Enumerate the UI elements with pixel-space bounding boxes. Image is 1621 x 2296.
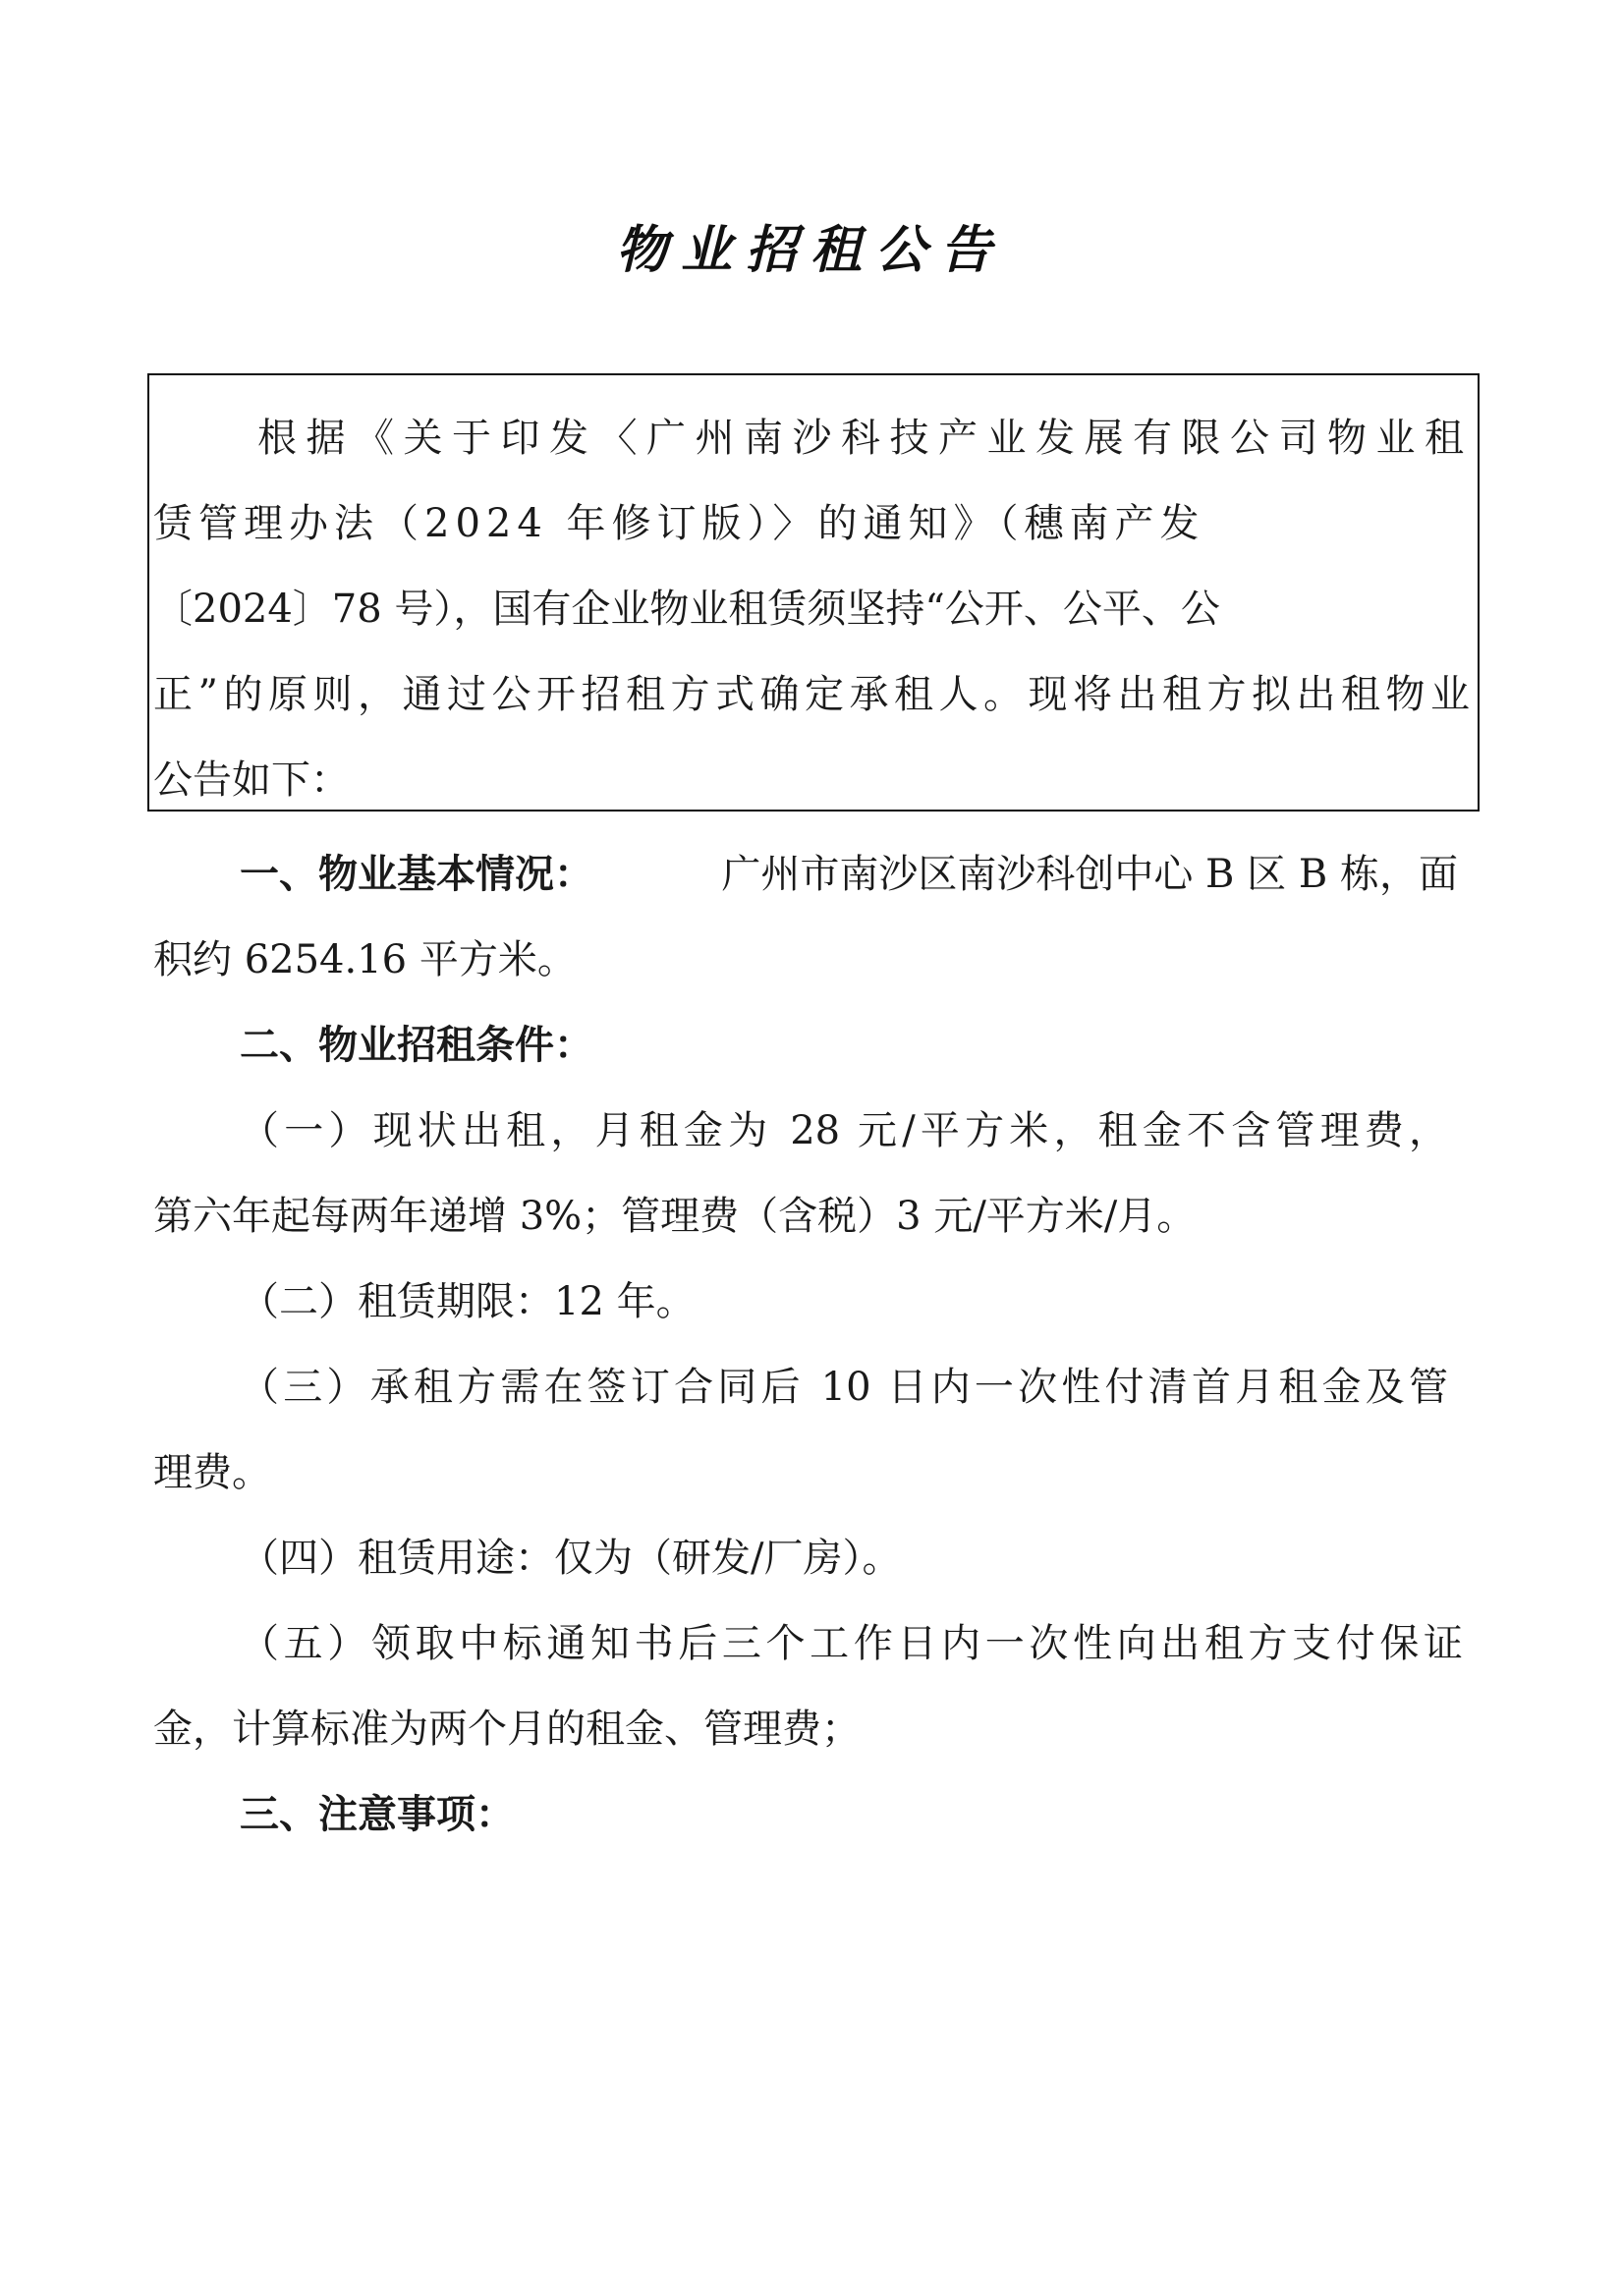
intro-line-1: 根据《关于印发〈广州南沙科技产业发展有限公司物业租 (257, 416, 1464, 461)
section2-item3-line1: （三）承租方需在签订合同后 10 日内一次性付清首月租金及管 (240, 1365, 1448, 1410)
page-title: 物业招租公告 (615, 220, 1005, 280)
intro-line-3: 〔2024〕78 号），国有企业物业租赁须坚持“公开、公平、公 (153, 587, 1220, 632)
section1-heading: 一、物业基本情况： (240, 851, 593, 897)
section2-item2: （二）租赁期限：12 年。 (240, 1279, 696, 1324)
section2-heading: 二、物业招租条件： (240, 1022, 593, 1068)
section1-text: 广州市南沙区南沙科创中心 B 区 B 栋，面 (721, 852, 1458, 897)
section2-item4: （四）租赁用途：仅为（研发/厂房）。 (240, 1536, 902, 1581)
section1-line-2: 积约 6254.16 平方米。 (153, 937, 577, 982)
section2-item3-line2: 理费。 (153, 1450, 271, 1495)
intro-line-5: 公告如下： (153, 757, 350, 803)
intro-line-2: 赁管理办法（2024 年修订版）〉的通知》（穗南产发 (153, 501, 1205, 546)
intro-line-4: 正”的原则，通过公开招租方式确定承租人。现将出租方拟出租物业 (153, 672, 1470, 717)
section2-item5-line1: （五）领取中标通知书后三个工作日内一次性向出租方支付保证 (240, 1621, 1463, 1666)
section2-item5-line2: 金，计算标准为两个月的租金、管理费； (153, 1707, 861, 1752)
section3-heading: 三、注意事项： (240, 1791, 515, 1837)
section1-line-1 (240, 851, 1458, 897)
section2-item1-line2: 第六年起每两年递增 3%；管理费（含税）3 元/平方米/月。 (153, 1194, 1197, 1239)
section2-item1-line1: （一）现状出租，月租金为 28 元/平方米，租金不含管理费， (240, 1108, 1448, 1153)
